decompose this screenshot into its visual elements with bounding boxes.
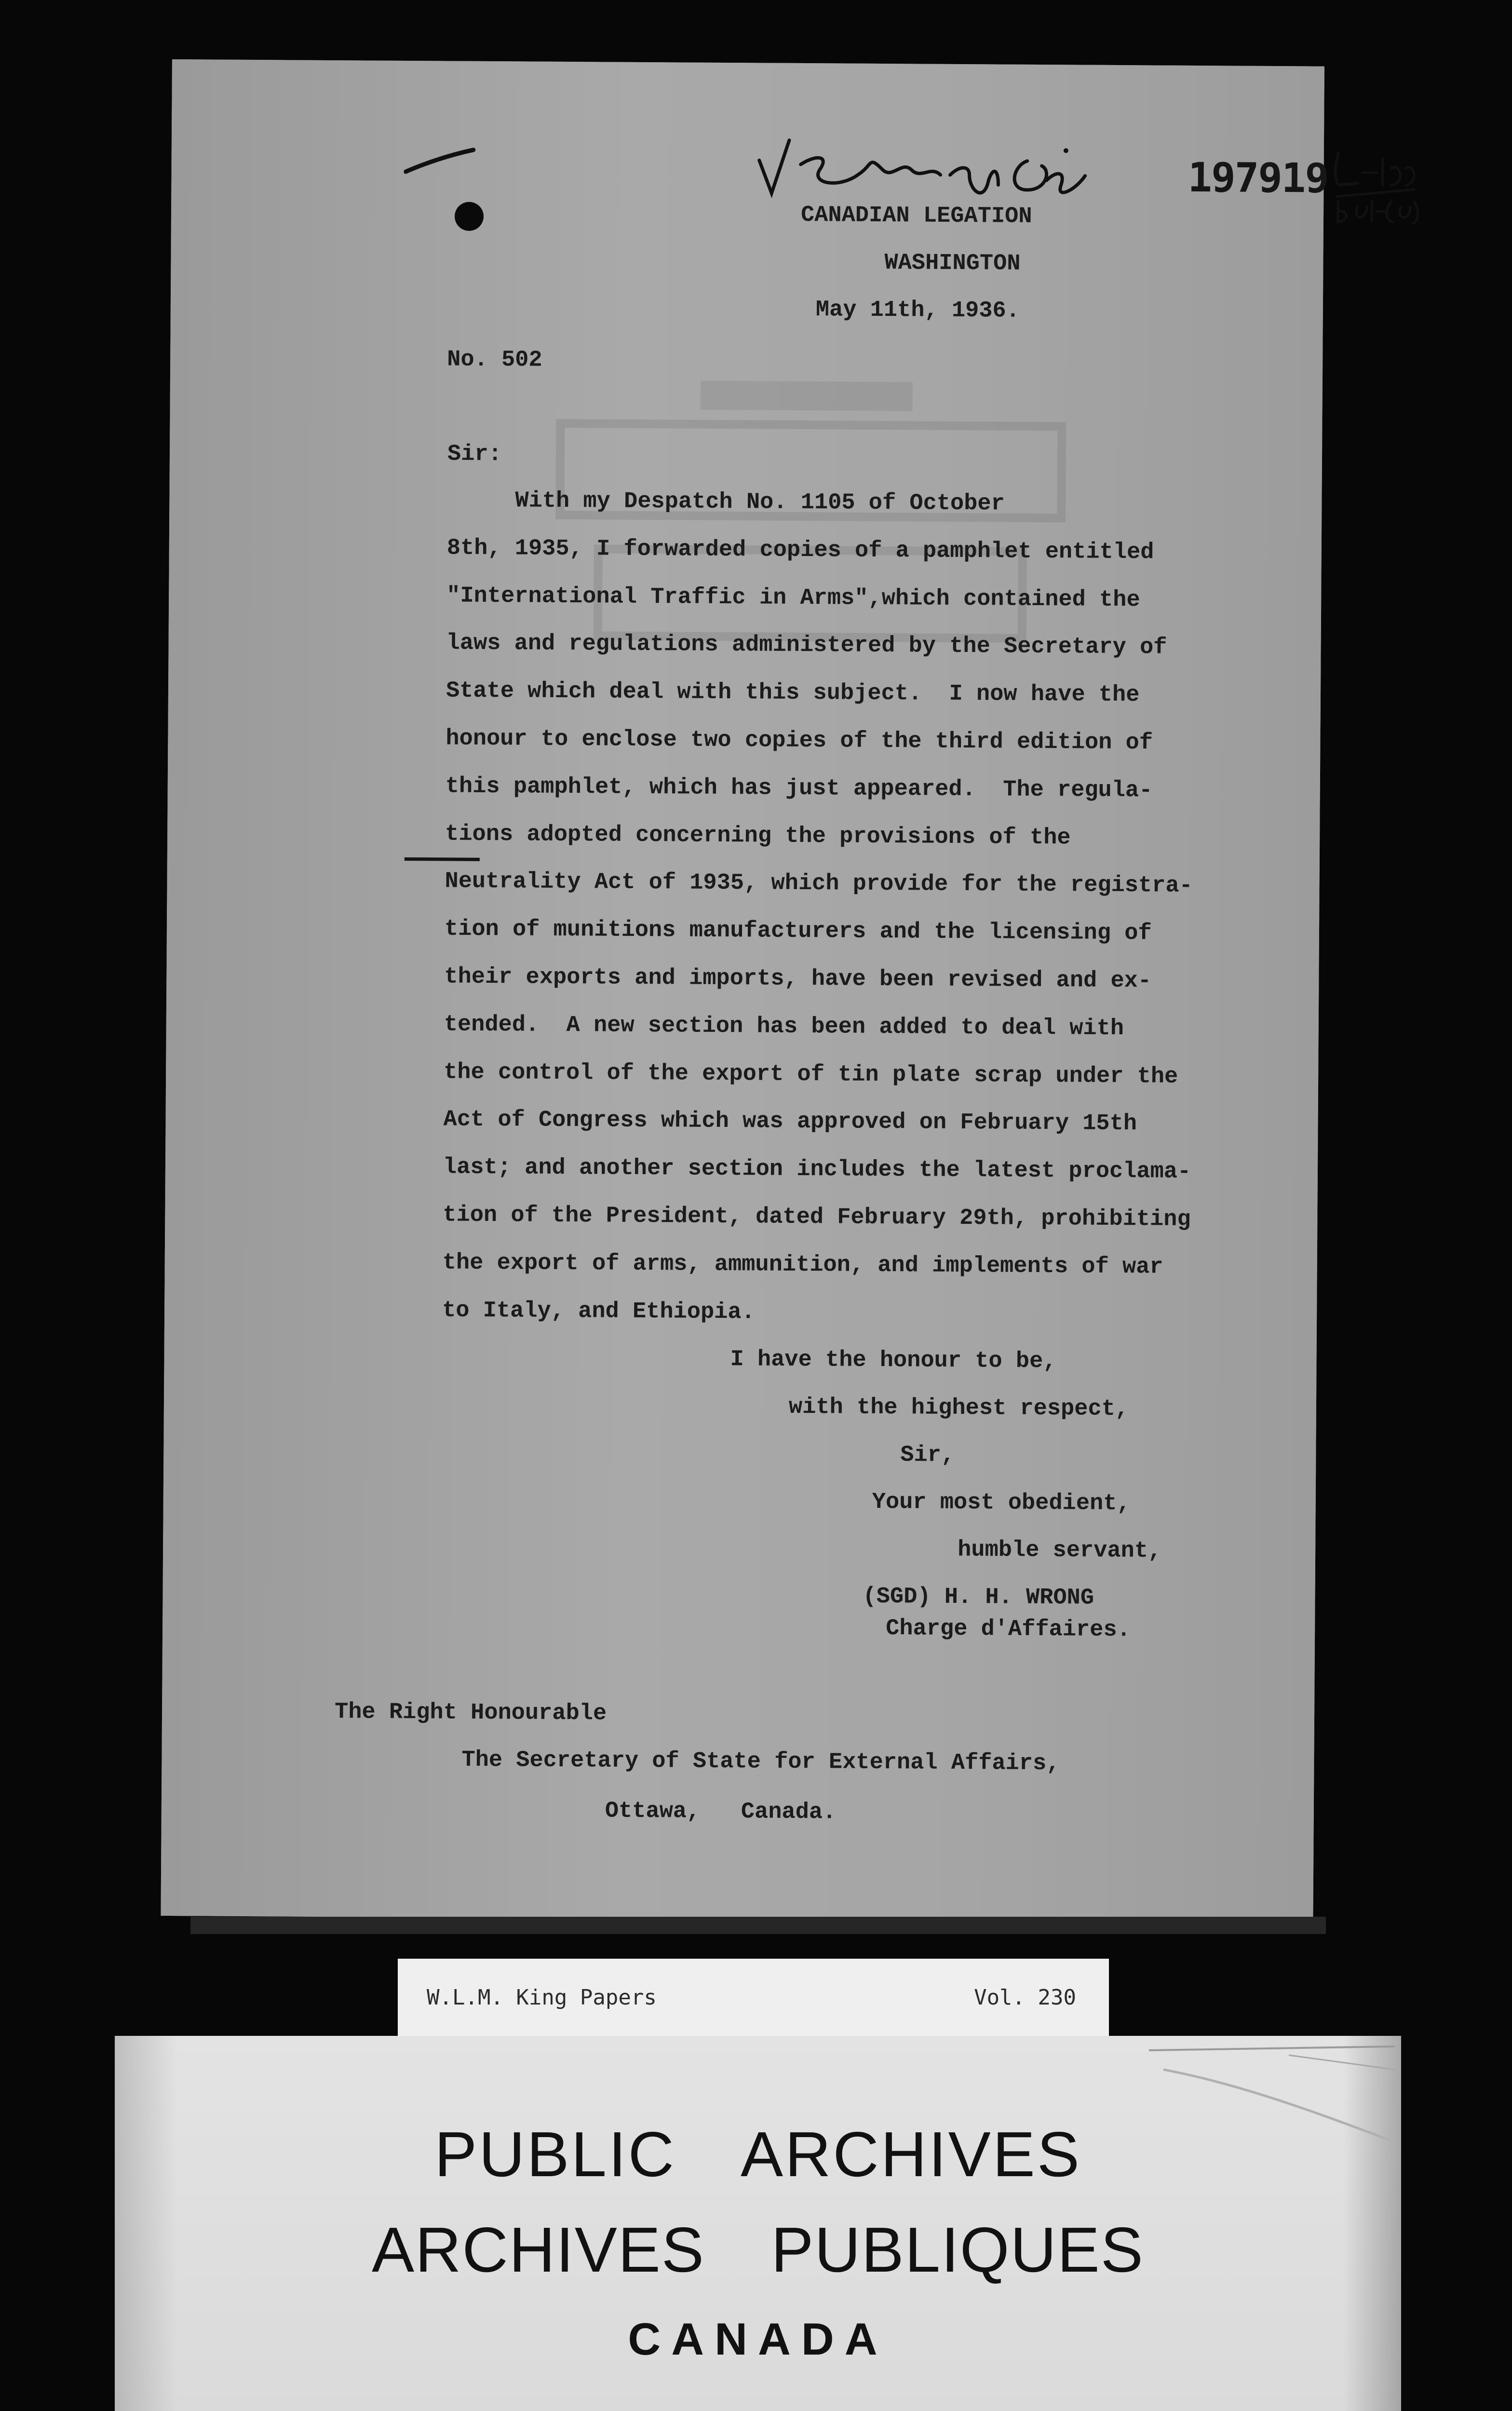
- closing-line-5: humble servant,: [957, 1537, 1162, 1564]
- punch-hole: [455, 202, 484, 231]
- signatory-title: Charge d'Affaires.: [885, 1616, 1131, 1643]
- body-line: With my Despatch No. 1105 of October: [447, 488, 1005, 517]
- despatch-number: No. 502: [447, 347, 542, 373]
- body-line: last; and another section includes the latest proclama-: [443, 1154, 1191, 1185]
- body-line: to Italy, and Ethiopia.: [442, 1298, 756, 1325]
- margin-file-note: [1328, 139, 1420, 226]
- closing-line-1: I have the honour to be,: [730, 1347, 1057, 1375]
- letter-shadow: [190, 1917, 1326, 1934]
- body-line: their exports and imports, have been revised and ex-: [444, 964, 1152, 994]
- letterhead-office: CANADIAN LEGATION: [800, 202, 1032, 230]
- body-line: laws and regulations administered by the Secretary of: [446, 630, 1167, 661]
- collection-label: [398, 1959, 1109, 2036]
- pen-tick-mark: [404, 147, 476, 178]
- letter-sheet: [161, 59, 1329, 1923]
- body-line: the control of the export of tin plate scrap under the: [444, 1059, 1178, 1090]
- body-line: tion of munitions manufacturers and the licensing of: [444, 916, 1152, 947]
- archives-card: [115, 2036, 1401, 2411]
- archives-title-english: PUBLIC ARCHIVES: [434, 2119, 1081, 2190]
- salutation: Sir:: [447, 441, 502, 468]
- body-line: tended. A new section has been added to deal with: [444, 1012, 1124, 1042]
- body-line: the export of arms, ammunition, and implements of war: [442, 1250, 1163, 1280]
- body-line: tion of the President, dated February 29th, prohibiting: [443, 1202, 1191, 1233]
- reference-number: 197919: [1188, 153, 1329, 202]
- body-line: State which deal with this subject. I now have the: [446, 678, 1140, 708]
- collection-name: W.L.M. King Papers: [427, 1985, 657, 2010]
- body-line: honour to enclose two copies of the third edition of: [446, 726, 1153, 756]
- collection-volume: Vol. 230: [974, 1985, 1076, 2010]
- archives-country: CANADA: [628, 2314, 888, 2364]
- addressee-line-3: Ottawa, Canada.: [605, 1798, 837, 1826]
- addressee-line-1: The Right Honourable: [334, 1699, 607, 1727]
- archives-title-french: ARCHIVES PUBLIQUES: [372, 2214, 1144, 2285]
- body-line: Act of Congress which was approved on February 15th: [443, 1107, 1137, 1137]
- closing-line-3: Sir,: [900, 1442, 955, 1468]
- letter-date: May 11th, 1936.: [815, 297, 1020, 324]
- body-line: Neutrality Act of 1935, which provide for the registra-: [445, 868, 1193, 899]
- closing-line-2: with the highest respect,: [788, 1394, 1129, 1422]
- addressee-line-2: The Secretary of State for External Affairs,: [461, 1747, 1060, 1777]
- letterhead-city: WASHINGTON: [884, 250, 1021, 277]
- body-line: 8th, 1935, I forwarded copies of a pamphlet entitled: [446, 535, 1154, 566]
- body-line: "International Traffic in Arms",which contained the: [446, 583, 1140, 613]
- letter-body: [442, 489, 1248, 1352]
- closing-line-4: Your most obedient,: [872, 1489, 1131, 1517]
- signature: (SGD) H. H. WRONG: [863, 1584, 1094, 1611]
- body-line: tions adopted concerning the provisions of the: [445, 821, 1071, 851]
- body-line: this pamphlet, which has just appeared. The regula-: [445, 773, 1153, 804]
